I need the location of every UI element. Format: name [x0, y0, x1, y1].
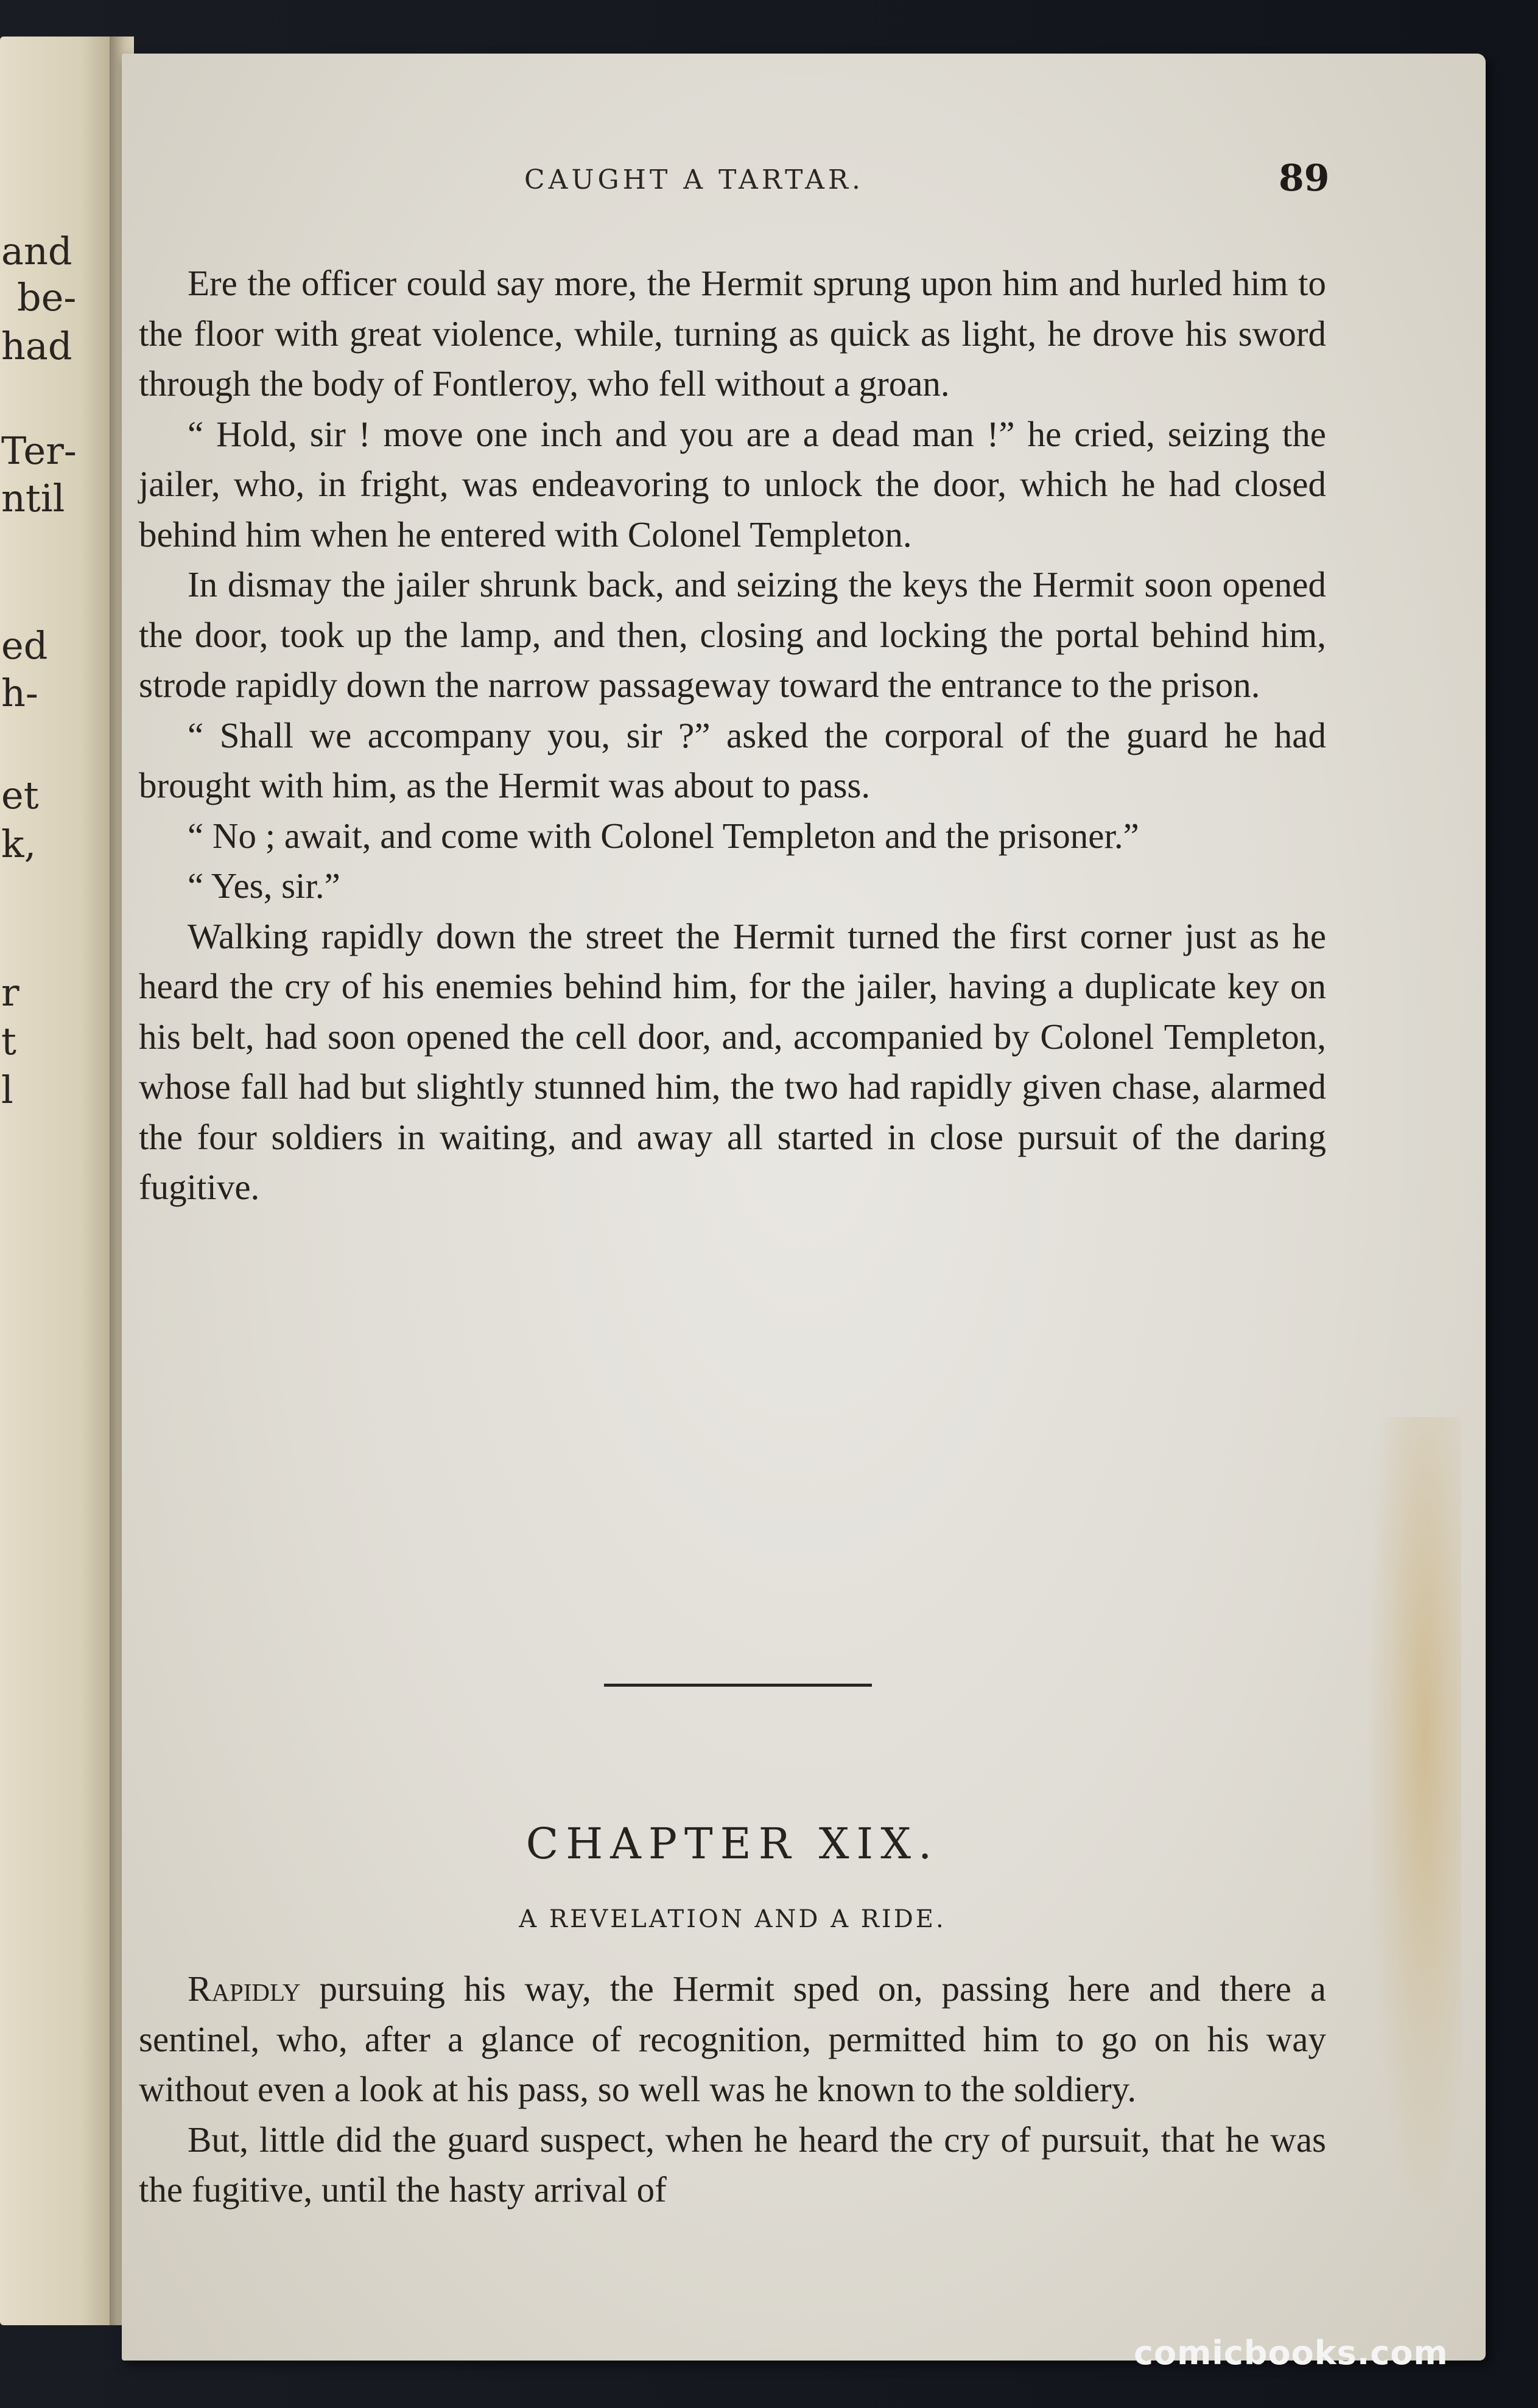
body-text	[139, 258, 1326, 1213]
chapter-subtitle: A REVELATION AND A RIDE.	[519, 1905, 946, 1933]
prev-page-fragment: r	[1, 970, 19, 1015]
prev-page-fragment: et	[1, 773, 39, 817]
paragraph: “ Hold, sir ! move one inch and you are a dead man !” he cried, seizing the jailer, who, in fright, was endeavoring to unlock the door, which he had closed behind him when he entered with Colonel Templeton.	[139, 413, 1326, 555]
watermark: comicbooks.com	[1134, 2334, 1448, 2372]
prev-page-fragment: Ter-	[1, 429, 77, 473]
prev-page-fragment: l	[1, 1068, 13, 1112]
chapter-title: CHAPTER XIX.	[525, 1819, 939, 1869]
paragraph	[139, 1964, 1326, 2115]
paragraph: “ Yes, sir.”	[188, 866, 340, 906]
paragraph-body: But, little did the guard suspect, when he heard the cry of pursuit, that he was the fugitive, until the hasty arrival of	[139, 2119, 1326, 2210]
prev-page-fragment: t	[1, 1019, 16, 1063]
paragraph-lead: Rapidly	[188, 1969, 301, 2009]
paragraph	[139, 2115, 1326, 2215]
paragraph: “ No ; await, and come with Colonel Templeton and the prisoner.”	[188, 815, 1139, 856]
chapter-text	[139, 1964, 1326, 2215]
running-head: CAUGHT A TARTAR.	[524, 164, 865, 195]
page-stain	[1370, 1417, 1461, 2208]
prev-page-fragment: h-	[1, 671, 38, 715]
section-divider	[604, 1684, 872, 1687]
paragraph-body: pursuing his way, the Hermit sped on, passing here and there a sentinel, who, after a glance of recognition, permitted him to go on his way without even a look at his pass, so well was he known to the soldiery.	[139, 1969, 1326, 2109]
prev-page-fragment: had	[1, 324, 72, 368]
prev-page-fragment: k,	[1, 822, 37, 866]
paragraph: Ere the officer could say more, the Hermit sprung upon him and hurled him to the floor with great violence, while, turning as quick as light, he drove his sword through the body of Fontleroy, who fell without a groan.	[139, 263, 1326, 404]
prev-page-fragment: and	[1, 229, 72, 273]
page-number: 89	[1279, 157, 1330, 200]
paragraph: “ Shall we accompany you, sir ?” asked the corporal of the guard he had brought with him, as the Hermit was about to pass.	[139, 715, 1326, 805]
paragraph: Walking rapidly down the street the Hermit turned the first corner just as he heard the cry of his enemies behind him, for the jailer, having a duplicate key on his belt, had soon opened the cell door, and, accompanied by Colonel Templeton, whose fall had but slightly stunned him, the two had rapidly given chase, alarmed the four soldiers in waiting, and away all started in close pursuit of the daring fugitive.	[139, 915, 1326, 1207]
prev-page-fragment: ntil	[1, 476, 65, 520]
paragraph: In dismay the jailer shrunk back, and seizing the keys the Hermit soon opened the door, took up the lamp, and then, closing and locking the portal behind him, strode rapidly down the narrow passageway toward the entrance to the prison.	[139, 564, 1326, 705]
previous-page-edge	[0, 37, 116, 2325]
prev-page-fragment: be-	[17, 275, 77, 320]
prev-page-fragment: ed	[1, 623, 48, 668]
